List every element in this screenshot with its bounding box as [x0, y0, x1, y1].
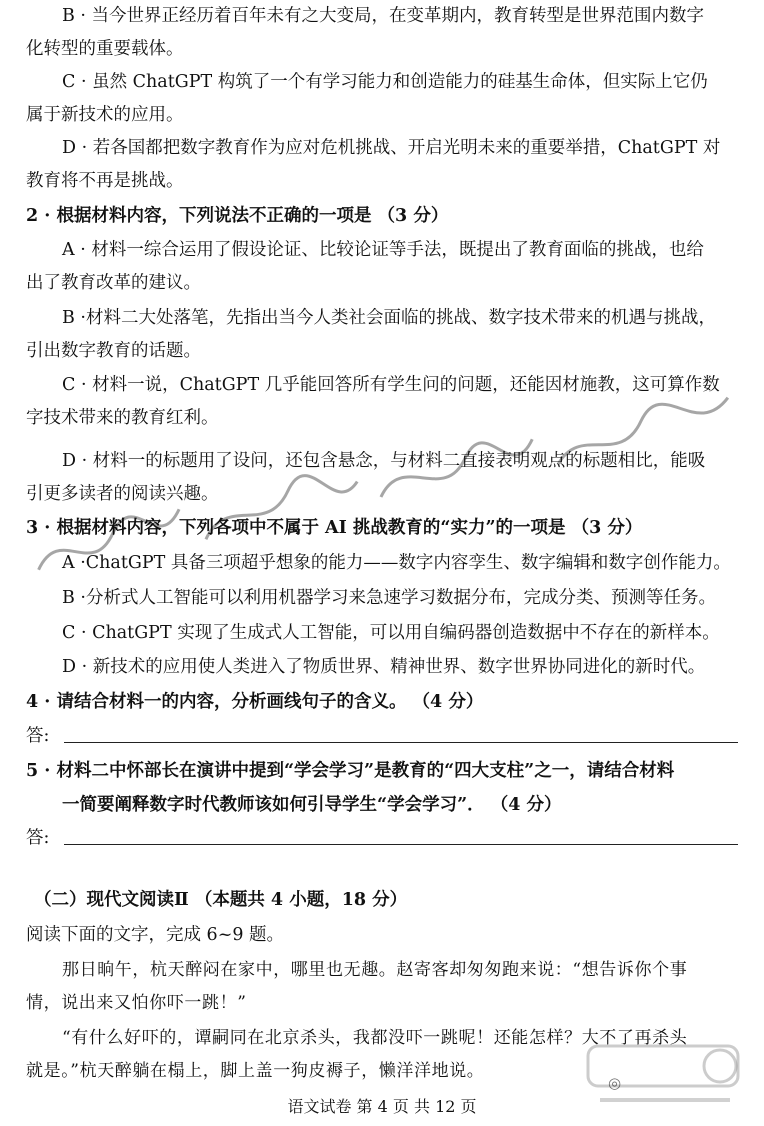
option-2a-line2: 出了教育改革的建议。 — [26, 273, 201, 293]
option-3c: C · ChatGPT 实现了生成式人工智能，可以用自编码器创造数据中不存在的新样本。 — [62, 623, 720, 643]
option-2d-line1: D · 材料一的标题用了设问，还包含悬念，与材料二直接表明观点的标题相比，能吸 — [62, 451, 706, 471]
option-2b-line2: 引出数字教育的话题。 — [26, 341, 201, 361]
question-3-title: 3 · 根据材料内容，下列各项中不属于 AI 挑战教育的“实力”的一项是 （3 分） — [26, 518, 643, 538]
option-1d-line1: D · 若各国都把数字教育作为应对危机挑战、开启光明未来的重要举措，ChatGPT 对 — [62, 138, 721, 158]
answer-circle-logo — [580, 1040, 750, 1110]
page-footer: 语文试卷 第 4 页 共 12 页 — [287, 1097, 477, 1116]
passage-para2-line1: “有什么好吓的，谭嗣同在北京杀头，我都没吓一跳呢！还能怎样？大不了再杀头 — [62, 1028, 688, 1048]
reading-instruction: 阅读下面的文字，完成 6~9 题。 — [26, 925, 285, 945]
question-2-title: 2 · 根据材料内容，下列说法不正确的一项是 （3 分） — [26, 206, 449, 226]
option-2a-line1: A · 材料一综合运用了假设论证、比较论证等手法，既提出了教育面临的挑战，也给 — [62, 240, 704, 260]
answer-label-q5: 答: — [26, 828, 50, 848]
option-1c-line2: 属于新技术的应用。 — [26, 105, 184, 125]
wechat-icon: ◎ — [608, 1074, 622, 1092]
option-2d-line2: 引更多读者的阅读兴趣。 — [26, 484, 219, 504]
option-2c-line2: 字技术带来的教育红利。 — [26, 408, 219, 428]
option-3a: A ·ChatGPT 具备三项超乎想象的能力——数字内容孪生、数字编辑和数字创作能力。 — [62, 553, 731, 573]
option-1b-line1: B · 当今世界正经历着百年未有之大变局，在变革期内，教育转型是世界范围内数字 — [62, 6, 705, 26]
option-1c-line1: C · 虽然 ChatGPT 构筑了一个有学习能力和创造能力的硅基生命体，但实际上它仍 — [62, 72, 708, 92]
passage-para2-line2: 就是。”杭天醉躺在榻上，脚上盖一狗皮褥子，懒洋洋地说。 — [26, 1061, 485, 1081]
option-1b-line2: 化转型的重要载体。 — [26, 39, 184, 59]
question-5-title-line1: 5 · 材料二中怀部长在演讲中提到“学会学习”是教育的“四大支柱”之一，请结合材料 — [26, 761, 675, 781]
option-2b-line1: B ·材料二大处落笔，先指出当今人类社会面临的挑战、数字技术带来的机遇与挑战， — [62, 308, 716, 328]
answer-line-q5[interactable] — [64, 844, 738, 845]
option-1d-line2: 教育将不再是挑战。 — [26, 171, 184, 191]
answer-label-q4: 答: — [26, 726, 50, 746]
wechat-account-watermark — [608, 1074, 621, 1092]
logo-mark-icon — [580, 1040, 750, 1110]
section-2-heading: （二）现代文阅读Ⅱ （本题共 4 小题，18 分） — [34, 890, 408, 910]
question-5-title-line2: 一简要阐释数字时代教师该如何引导学生“学会学习”． （4 分） — [62, 795, 562, 815]
option-2c-line1: C · 材料一说，ChatGPT 几乎能回答所有学生问的问题，还能因材施教，这可算作数 — [62, 375, 720, 395]
passage-para1-line1: 那日晌午，杭天醉闷在家中，哪里也无趣。赵寄客却匆匆跑来说：“想告诉你个事 — [62, 960, 688, 980]
option-3d: D · 新技术的应用使人类进入了物质世界、精神世界、数字世界协同进化的新时代。 — [62, 657, 706, 677]
answer-line-q4[interactable] — [64, 742, 738, 743]
question-4-title: 4 · 请结合材料一的内容，分析画线句子的含义。 （4 分） — [26, 692, 484, 712]
passage-para1-line2: 情，说出来又怕你吓一跳！” — [26, 993, 247, 1013]
option-3b: B ·分析式人工智能可以利用机器学习来急速学习数据分布，完成分类、预测等任务。 — [62, 588, 716, 608]
